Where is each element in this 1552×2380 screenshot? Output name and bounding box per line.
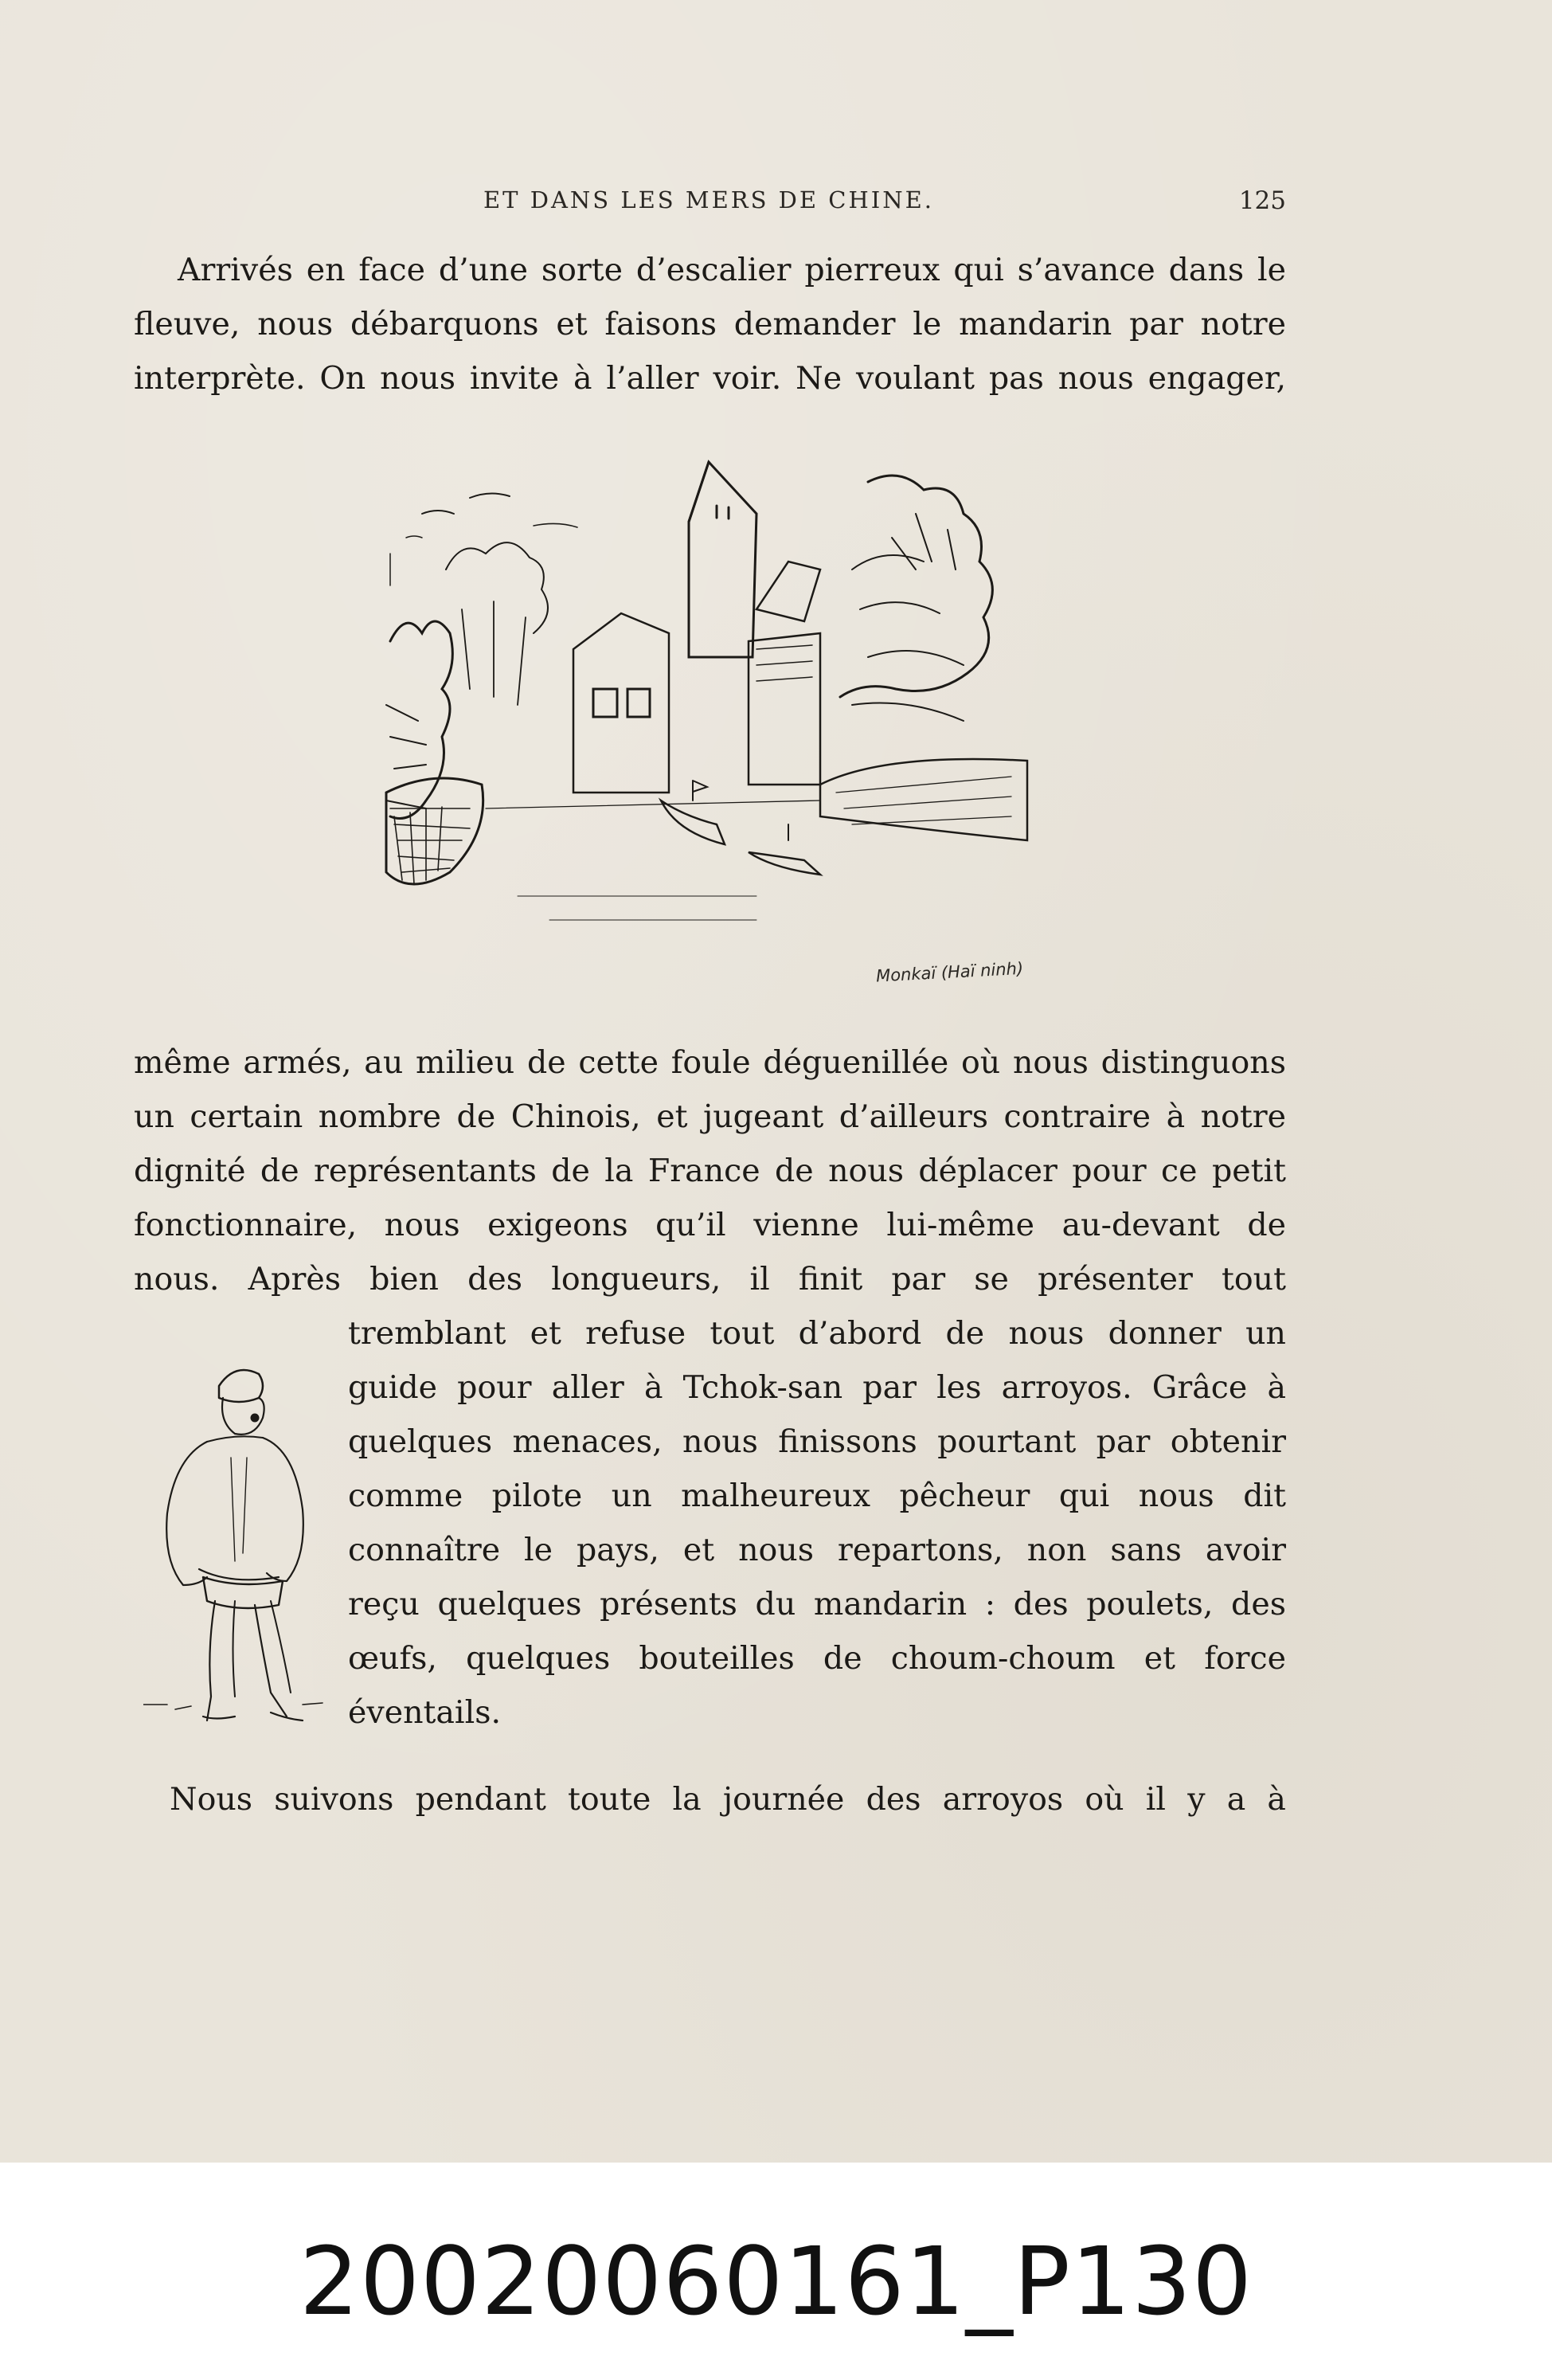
text-line: fonctionnaire, nous exigeons qu’il vienne lui-même au-devant de (134, 1207, 1286, 1243)
text-line: éventails. (348, 1694, 502, 1731)
text-line: un certain nombre de Chinois, et jugeant d’ailleurs contraire à notre (134, 1098, 1286, 1135)
text-line: quelques menaces, nous finissons pourtant par obtenir (348, 1423, 1286, 1460)
illustration-caption: Monkaï (Haï ninh) (875, 958, 1024, 986)
paragraph-2 (134, 1035, 1286, 1306)
paragraph-4 (134, 1772, 1286, 1826)
text-line: Nous suivons pendant toute la journée des arroyos où il y a à (170, 1781, 1286, 1818)
standing-man-illustration (143, 1354, 334, 1736)
text-line: comme pilote un malheureux pêcheur qui nous dit (348, 1478, 1286, 1514)
text-line: Arrivés en face d’une sorte d’escalier pierreux qui s’avance dans le (178, 252, 1286, 288)
running-head (131, 186, 1286, 218)
text-line: interprète. On nous invite à l’aller voir. Ne voulant pas nous engager, (134, 360, 1286, 397)
river-town-illustration (374, 450, 1043, 1008)
text-line: reçu quelques présents du mandarin : des poulets, des (348, 1586, 1286, 1623)
paragraph-1 (134, 243, 1286, 405)
text-line: nous. Après bien des longueurs, il finit par se présenter tout (134, 1261, 1286, 1298)
text-line: œufs, quelques bouteilles de choum-choum et force (348, 1640, 1286, 1677)
text-line: dignité de représentants de la France de nous déplacer pour ce petit (134, 1153, 1286, 1189)
text-line: même armés, au milieu de cette foule déguenillée où nous distinguons (134, 1044, 1286, 1081)
archive-id: 20020060161_P130 (299, 2226, 1253, 2336)
page-number: 125 (1238, 186, 1286, 215)
archive-id-footer (0, 2163, 1552, 2380)
text-line: fleuve, nous débarquons et faisons demander le mandarin par notre (134, 306, 1286, 343)
text-line: tremblant et refuse tout d’abord de nous donner un (348, 1315, 1286, 1352)
text-line: connaître le pays, et nous repartons, non sans avoir (348, 1532, 1286, 1568)
text-line: guide pour aller à Tchok-san par les arroyos. Grâce à (348, 1369, 1286, 1406)
paragraph-3 (348, 1306, 1286, 1740)
running-title: ET DANS LES MERS DE CHINE. (483, 186, 934, 213)
